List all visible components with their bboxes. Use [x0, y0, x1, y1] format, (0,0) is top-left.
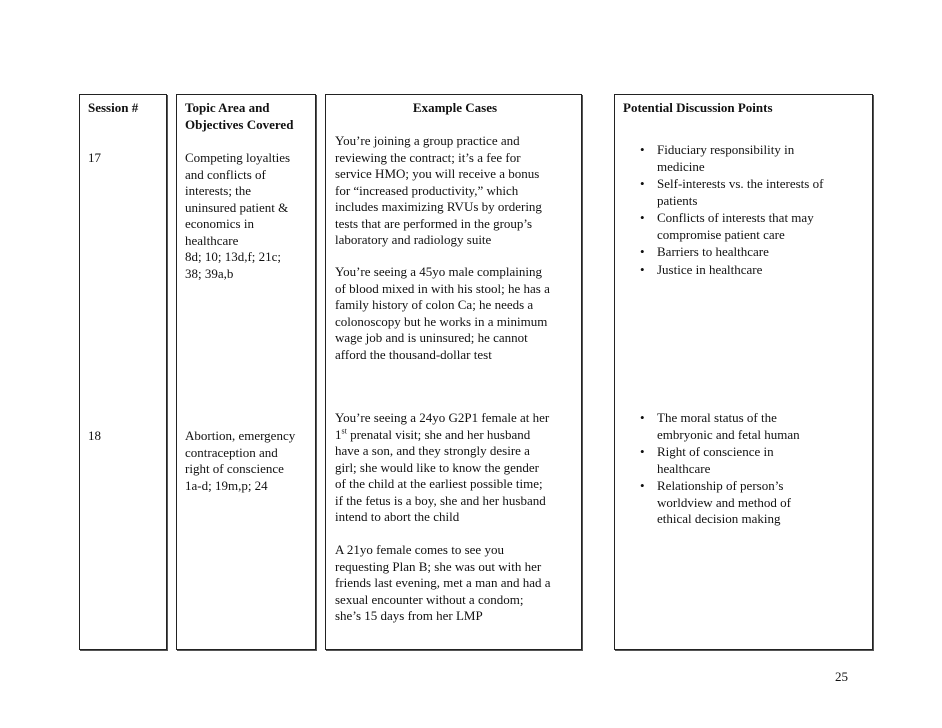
case-line: for “increased productivity,” which — [335, 182, 519, 198]
case-line: requesting Plan B; she was out with her — [335, 558, 542, 574]
case-line: colonoscopy but he works in a minimum — [335, 313, 548, 329]
discussion-list — [623, 142, 868, 279]
case-line: service HMO; you will receive a bonus — [335, 166, 540, 181]
case-line-rest: prenatal visit; she and her husband — [346, 426, 531, 442]
point-line: healthcare — [657, 460, 711, 476]
bullet-icon: • — [640, 210, 645, 225]
topic-line: 8d; 10; 13d,f; 21c; — [185, 249, 282, 264]
topic-line: interests; the — [185, 183, 252, 198]
ordinal-number: 1 — [335, 426, 342, 442]
point-line: worldview and method of — [657, 494, 791, 510]
bullet-icon: • — [640, 176, 645, 191]
case-line: have a son, and they strongly desire a — [335, 443, 530, 458]
topic-text — [185, 150, 290, 282]
example-case — [335, 542, 551, 625]
session-number: 18 — [88, 428, 101, 443]
case-line: includes maximizing RVUs by ordering — [335, 199, 542, 214]
point-line: Self-interests vs. the interests of — [657, 176, 824, 191]
topic-line: 38; 39a,b — [185, 265, 234, 281]
case-line: friends last evening, met a man and had a — [335, 575, 551, 590]
session-number: 17 — [88, 150, 101, 165]
list-item — [623, 262, 868, 279]
bullet-icon: • — [640, 142, 645, 157]
point-line: ethical decision making — [657, 511, 781, 526]
ordinal-suffix: st — [341, 426, 347, 436]
point-line: embryonic and fetal human — [657, 426, 800, 442]
header-discussion-points: Potential Discussion Points — [623, 100, 773, 115]
topic-line: and conflicts of — [185, 166, 266, 182]
header-topic-line2: Objectives Covered — [185, 117, 294, 132]
case-line: of the child at the earliest possible time; — [335, 476, 543, 491]
point-line: medicine — [657, 158, 705, 174]
topic-line: uninsured patient & — [185, 199, 289, 215]
header-example-cases: Example Cases — [412, 100, 498, 115]
case-line: she’s 15 days from her LMP — [335, 608, 483, 623]
list-item — [623, 176, 868, 209]
case-line: of blood mixed in with his stool; he has a — [335, 280, 550, 296]
bullet-icon: • — [640, 261, 645, 277]
topic-line: Abortion, emergency — [185, 428, 296, 443]
bullet-icon: • — [640, 478, 645, 493]
list-item — [623, 210, 868, 243]
point-line: Barriers to healthcare — [657, 244, 769, 259]
session-column — [79, 94, 167, 650]
point-line: Fiduciary responsibility in — [657, 142, 795, 157]
point-line: Justice in healthcare — [657, 261, 763, 277]
list-item — [623, 444, 868, 477]
case-line: if the fetus is a boy, she and her husband — [335, 492, 546, 508]
topic-text — [185, 428, 295, 494]
page-number: 25 — [835, 669, 848, 684]
discussion-list — [623, 410, 868, 529]
case-line: afford the thousand-dollar test — [335, 346, 492, 362]
point-line: Right of conscience in — [657, 444, 774, 459]
case-line: You’re joining a group practice and — [335, 133, 520, 148]
point-line: patients — [657, 192, 698, 208]
example-case — [335, 133, 542, 249]
example-case — [335, 264, 550, 363]
case-line: family history of colon Ca; he needs a — [335, 297, 534, 312]
case-line: A 21yo female comes to see you — [335, 542, 504, 557]
topic-line: economics in — [185, 216, 254, 231]
bullet-icon: • — [640, 244, 645, 259]
bullet-icon: • — [640, 410, 645, 425]
case-line: reviewing the contract; it’s a fee for — [335, 149, 521, 165]
header-session: Session # — [88, 100, 139, 115]
header-topic-line1: Topic Area and — [185, 100, 270, 115]
case-line: laboratory and radiology suite — [335, 232, 492, 247]
case-line: sexual encounter without a condom; — [335, 591, 524, 607]
list-item — [623, 478, 868, 528]
case-line: You’re seeing a 24yo G2P1 female at her — [335, 410, 550, 425]
case-line — [335, 427, 549, 444]
point-line: The moral status of the — [657, 410, 777, 425]
topic-line: Competing loyalties — [185, 150, 291, 165]
case-line: You’re seeing a 45yo male complaining — [335, 264, 542, 279]
case-line: wage job and is uninsured; he cannot — [335, 330, 528, 345]
list-item — [623, 244, 868, 261]
topic-line: 1a-d; 19m,p; 24 — [185, 477, 268, 493]
list-item — [623, 142, 868, 175]
topic-line: healthcare — [185, 232, 239, 248]
example-case — [335, 410, 549, 526]
point-line: compromise patient care — [657, 226, 785, 242]
point-line: Conflicts of interests that may — [657, 210, 814, 225]
list-item — [623, 410, 868, 443]
topic-line: right of conscience — [185, 461, 284, 476]
bullet-icon: • — [640, 444, 645, 459]
case-line: tests that are performed in the group’s — [335, 215, 533, 231]
point-line: Relationship of person’s — [657, 478, 784, 493]
case-line: girl; she would like to know the gender — [335, 459, 539, 475]
topic-line: contraception and — [185, 444, 278, 460]
case-line: intend to abort the child — [335, 509, 460, 524]
